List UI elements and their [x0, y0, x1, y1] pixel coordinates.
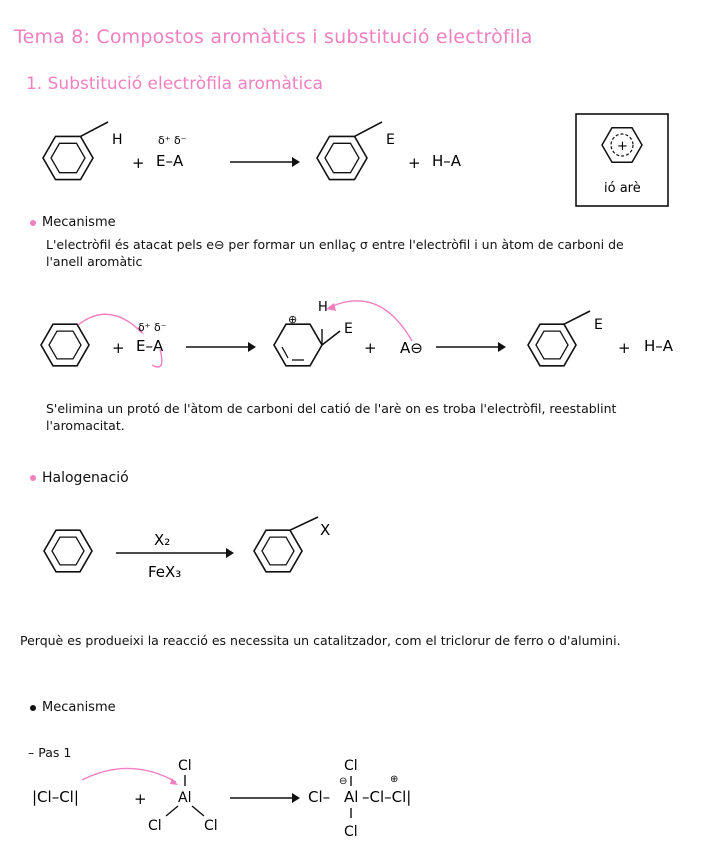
product-plus-charge: ⊕: [390, 774, 399, 785]
product-left-cl: Cl–: [308, 788, 331, 806]
catalyst-fex3: FeX₃: [148, 563, 182, 581]
plus-sign: +: [132, 154, 145, 172]
substituent-h: H: [112, 132, 123, 148]
alcl3-left-cl: Cl: [148, 818, 162, 834]
alcl3-right-cl: Cl: [204, 818, 218, 834]
product-x: X: [320, 521, 331, 539]
plus-sign-3: +: [618, 339, 631, 357]
cation-e: E: [344, 321, 353, 337]
partial-charges: δ⁺ δ⁻: [158, 134, 187, 147]
reagent-x2: X₂: [154, 531, 171, 549]
reagent-ea: E–A: [156, 152, 184, 170]
plus-sign-2: +: [408, 154, 421, 172]
product-top-cl: Cl: [344, 758, 358, 774]
benzene-ring-icon: [43, 122, 108, 180]
plus-sign: +: [134, 790, 147, 808]
reaction-1-diagram: [0, 100, 715, 210]
mechanism-2-diagram: [0, 750, 715, 848]
benzene-product-icon: [528, 311, 590, 366]
bullet-dot-icon: [30, 475, 36, 481]
cation-h: H: [318, 300, 328, 315]
byproduct-ha: H–A: [432, 152, 462, 170]
halobenzene-icon: [254, 517, 318, 572]
plus-sign-2: +: [364, 339, 377, 357]
bullet-dot-icon: [30, 705, 36, 711]
substituent-e: E: [386, 132, 395, 148]
arenium-label: ió arè: [604, 181, 641, 196]
cation-charge: ⊕: [288, 313, 298, 326]
alcl3-al: Al: [178, 790, 192, 806]
halogenation-heading: Halogenació: [30, 470, 129, 486]
mechanism-paragraph: L'electròfil és atacat pels e⊖ per formar un enllaç σ entre l'electròfil i un àtom de carboni de l'anell aromàtic: [46, 237, 624, 269]
product-right-cl: –Cl–Cl|: [362, 788, 412, 806]
product-bottom-cl: Cl: [344, 824, 358, 840]
byproduct-ha: H–A: [644, 337, 674, 355]
partial-charges: δ⁺ δ⁻: [138, 321, 167, 334]
page-title: Tema 8: Compostos aromàtics i substitució electròfila: [14, 26, 533, 48]
benzene-product-icon: [317, 122, 382, 180]
alcl3-top-cl: Cl: [178, 758, 192, 774]
product-minus-charge: ⊖: [339, 776, 348, 787]
reagent-ea: E–A: [136, 337, 164, 355]
anion-a: A⊖: [400, 339, 423, 357]
mechanism-heading: Mecanisme: [30, 215, 116, 230]
plus-sign: +: [112, 339, 125, 357]
arenium-cation-icon: [274, 324, 340, 366]
benzene-ring-icon: [41, 324, 89, 366]
product-al: Al: [344, 788, 359, 806]
step-1-label: – Pas 1: [28, 745, 72, 760]
section-subtitle: 1. Substitució electròfila aromàtica: [26, 74, 324, 94]
bullet-dot-icon: [30, 220, 36, 226]
benzene-ring-icon: [44, 530, 92, 572]
mechanism-1-diagram: [0, 285, 715, 385]
product-e: E: [594, 317, 603, 333]
chlorine-molecule: |Cl–Cl|: [32, 788, 79, 806]
mechanism-heading-2: Mecanisme: [30, 700, 116, 715]
halogenation-diagram: [0, 505, 715, 595]
arenium-charge: +: [617, 139, 628, 154]
halogenation-paragraph: Perquè es produeixi la reacció es necessita un catalitzador, com el triclorur de ferro o d'alumini.: [20, 633, 621, 648]
mechanism-paragraph-2: S'elimina un protó de l'àtom de carboni del catió de l'arè on es troba l'electròfil, reestablint l'aromacitat.: [46, 401, 617, 433]
